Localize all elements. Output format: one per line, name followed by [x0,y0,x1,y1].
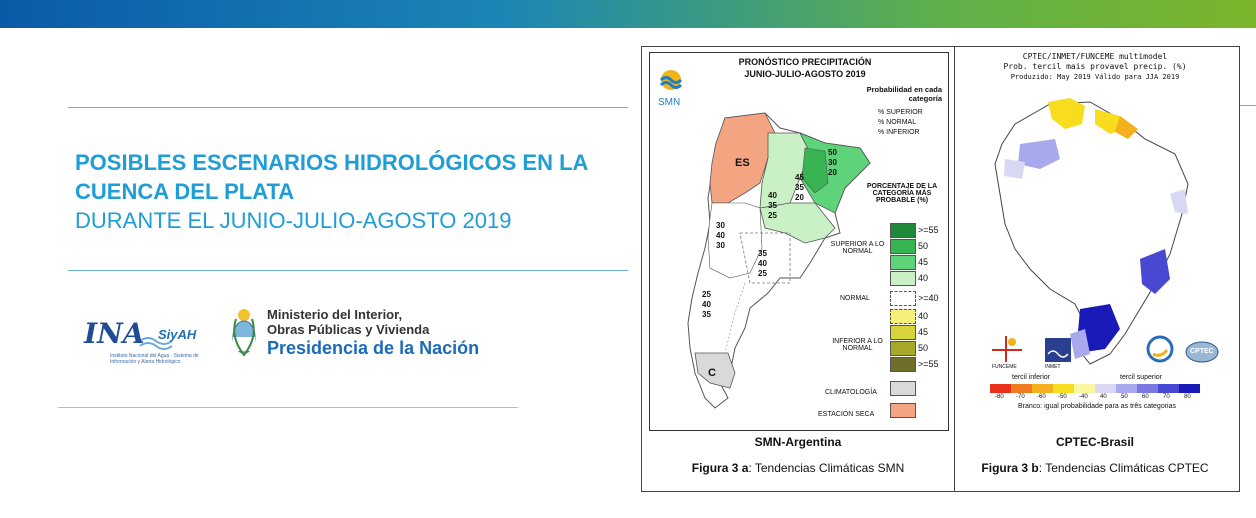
smn-caption-fig [649,461,947,475]
logos-bottom-rule [58,407,518,408]
legend-swatch [890,239,916,254]
num: 30 [716,221,725,230]
cptec-title-line-1: CPTEC/INMET/FUNCEME multimodel [1022,52,1168,61]
cptec-title-line-2: Prob. tercil mais provavel precip. (%) [1003,62,1187,71]
cptec-note: Branco: igual probabilidade para as três categorias [1018,403,1176,410]
cptec-caption-fig-label: Figura 3 b [981,461,1039,475]
num: 25 [768,211,777,220]
colorbar-cell [1074,384,1095,393]
funceme-logo-text: FUNCEME [992,364,1017,370]
presidencia-text: Presidencia de la Nación [267,338,480,358]
maps-panel [641,46,1240,492]
colorbar-cell [1137,384,1158,393]
panel-divider [954,47,955,491]
nums-ne [828,148,837,178]
legend-swatch-label: 45 [918,257,929,267]
cptec-logo-text: CPTEC [1190,348,1214,355]
colorbar-tick: 50 [1121,394,1128,400]
colorbar-tick: 80 [1184,394,1191,400]
bar-label-left: tercil inferior [1012,374,1051,381]
nums-c [758,249,767,279]
colorbar-tick: -70 [1016,394,1025,400]
legend-label-inferior: INFERIOR A LO NORMAL [832,338,883,352]
nums-w1 [716,221,725,251]
num: 35 [758,249,767,258]
num: 40 [768,191,777,200]
legend-swatch [890,381,916,396]
num: 35 [768,201,777,210]
colorbar-tick: 40 [1100,394,1107,400]
ina-logo-text: INA [84,317,145,350]
smn-logo-text: SMN [658,97,681,108]
colorbar-tick: -40 [1079,394,1088,400]
logos-row [80,305,540,375]
colorbar-cell [1158,384,1179,393]
brazil-map-graphic [960,84,1230,374]
legend-swatch [890,309,916,324]
title-top-rule [68,107,628,108]
legend-swatch-label: >=55 [918,359,939,369]
cptec-swirl-logo-icon [1145,334,1175,364]
national-coat-of-arms-icon [230,305,258,361]
title-line-2: CUENCA DEL PLATA [75,179,295,204]
siyah-logo-text: SiyAH [158,327,197,342]
num: 30 [828,158,837,167]
num: 40 [716,231,725,240]
colorbar-cell [1011,384,1032,393]
ina-logo [80,313,205,371]
colorbar-cell [990,384,1011,393]
num: 50 [828,148,837,157]
colorbar-cell [1116,384,1137,393]
num: 40 [758,259,767,268]
title-bottom-rule [68,270,628,271]
legend-swatch-label: >=55 [918,225,939,235]
prob-title: Probabilidad en cada categoría [866,85,942,103]
legend-swatch [890,291,916,306]
smn-caption-fig-rest: : Tendencias Climáticas SMN [748,461,905,475]
ina-logo-subtitle: Instituto Nacional del Agua · Sistema de Información y Alerta Hidrológico [110,353,199,365]
prob-superior: % SUPERIOR [878,109,923,116]
legend-swatch-label: 45 [918,327,929,337]
num: 35 [702,310,711,319]
colorbar-cell [1032,384,1053,393]
legend-swatch-label: >=40 [918,293,939,303]
smn-map [649,52,949,431]
colorbar-cell [1053,384,1074,393]
num: 25 [758,269,767,278]
num: 20 [828,168,837,177]
legend-swatch [890,325,916,340]
inmet-logo-icon [1045,338,1071,362]
inmet-logo-text: INMET [1045,364,1061,370]
region-label-es: ES [735,157,750,169]
legend-label-clima: CLIMATOLOGÍA [825,389,877,396]
top-gradient-bar [0,0,1256,28]
title-line-3: DURANTE EL JUNIO-JULIO-AGOSTO 2019 [75,208,512,233]
cptec-map [960,52,1230,417]
legend-swatch-label: 50 [918,241,929,251]
colorbar-tick: 60 [1142,394,1149,400]
nums-mid2 [768,191,777,221]
colorbar-tick: -60 [1037,394,1046,400]
colorbar-tick: -50 [1058,394,1067,400]
legend-swatch [890,223,916,238]
cptec-title-line-3: Produzido: May 2019 Válido para JJA 2019 [1010,73,1180,81]
colorbar-cell [1095,384,1116,393]
num: 35 [795,183,804,192]
smn-caption-fig-label: Figura 3 a [691,461,749,475]
legend-label-seca: ESTACIÓN SECA [818,411,875,418]
legend-swatch [890,271,916,286]
legend-swatch-label: 50 [918,343,929,353]
bar-label-right: tercil superior [1120,374,1163,381]
ministerio-line-2: Obras Públicas y Vivienda [267,322,430,337]
legend-swatch-label: 40 [918,273,929,283]
region-label-c: C [708,367,716,379]
colorbar-cell [1179,384,1200,393]
colorbar-tick: 70 [1163,394,1170,400]
funceme-logo-icon [992,334,1022,364]
smn-caption-title-text: SMN-Argentina [754,435,842,449]
cptec-caption-title [960,435,1230,449]
num: 40 [702,300,711,309]
prob-inferior: % INFERIOR [878,129,920,136]
legend-swatch [890,403,916,418]
page-title [75,148,635,235]
cptec-caption-fig [960,461,1230,475]
cptec-caption-fig-rest: : Tendencias Climáticas CPTEC [1038,461,1209,475]
colorbar-tick: -80 [995,394,1004,400]
prob-normal: % NORMAL [878,119,917,126]
smn-title-line-2: JUNIO-JULIO-AGOSTO 2019 [744,69,866,79]
legend-label-normal: NORMAL [840,295,870,302]
legend-label-superior: SUPERIOR A LO NORMAL [830,241,885,255]
title-line-1: POSIBLES ESCENARIOS HIDROLÓGICOS EN LA [75,150,589,175]
legend-swatch-label: 40 [918,311,929,321]
legend-swatch [890,255,916,270]
nums-mid1 [795,173,804,203]
num: 45 [795,173,804,182]
smn-title-line-1: PRONÓSTICO PRECIPITACIÓN [738,57,872,67]
smn-caption-title [649,435,947,449]
cptec-caption-title-text: CPTEC-Brasil [1055,435,1135,449]
legend-swatch [890,341,916,356]
legend-swatch [890,357,916,372]
num: 20 [795,193,804,202]
num: 25 [702,290,711,299]
pct-title: PORCENTAJE DE LA CATEGORÍA MÁS PROBABLE (%) [866,183,938,204]
num: 30 [716,241,725,250]
ministerio-line-1: Ministerio del Interior, [267,307,403,322]
nums-w2 [702,290,711,320]
